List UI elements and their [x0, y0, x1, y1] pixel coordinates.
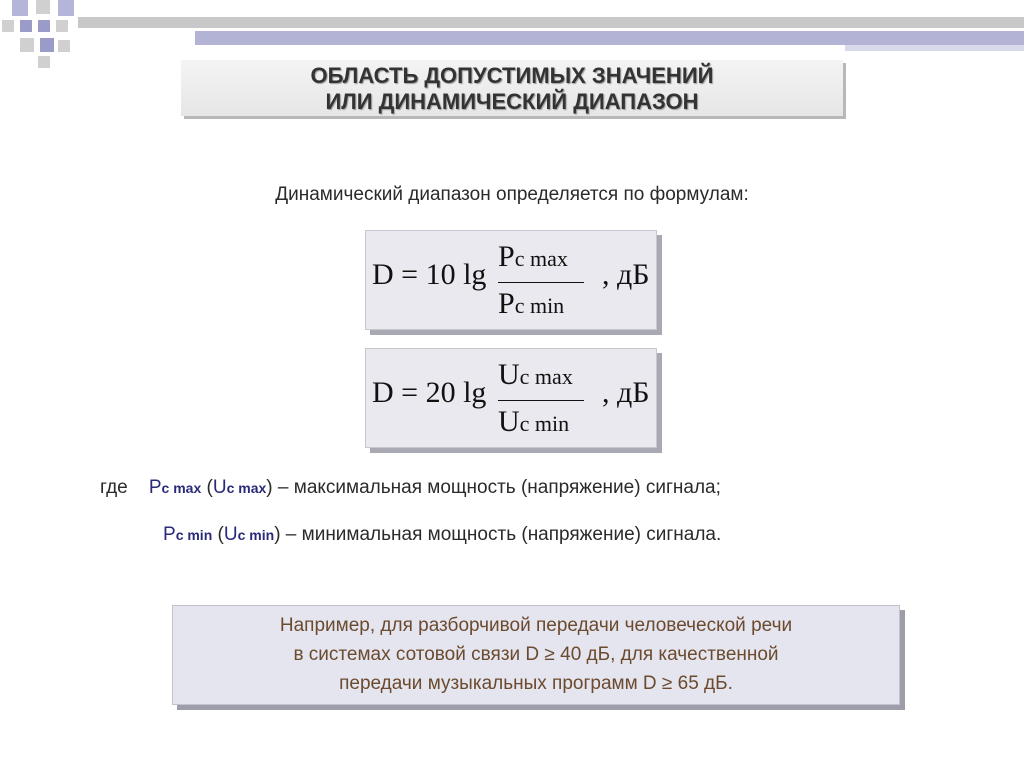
definition-row-min: Рc min (Uc min) – минимальная мощность (напряжение) сигнала. [163, 524, 722, 545]
formula-box-voltage [365, 348, 657, 448]
symbol-u-sub: c min [237, 527, 275, 543]
title-line-2: ИЛИ ДИНАМИЧЕСКИЙ ДИАПАЗОН [325, 89, 699, 114]
denominator-sub: c min [519, 411, 570, 436]
denominator-var: P [498, 287, 515, 320]
formula-numerator [498, 240, 568, 274]
fraction-bar [498, 400, 584, 401]
example-note-box [172, 605, 900, 705]
intro-text: Динамический диапазон определяется по формулам: [275, 184, 749, 205]
deco-square [40, 38, 54, 52]
symbol-u: U [223, 524, 238, 545]
formula-lhs: D = 10 lg [372, 258, 487, 291]
note-line-3: передачи музыкальных программ D ≥ 65 дБ. [339, 673, 733, 694]
definition-text: – минимальная мощность (напряжение) сигнала. [285, 524, 722, 545]
note-line-1: Например, для разборчивой передачи человеческой речи [279, 615, 793, 636]
deco-square [58, 40, 70, 52]
formula-fraction [494, 237, 588, 325]
deco-square [2, 20, 14, 32]
deco-bar-purple [195, 31, 1024, 45]
symbol-p-sub: c max [161, 480, 202, 496]
formula-unit: , дБ [602, 376, 650, 409]
symbol-u: U [212, 477, 227, 498]
title-box [181, 60, 843, 116]
formula-lhs: D = 20 lg [372, 376, 487, 409]
formula-denominator [498, 287, 564, 321]
note-line-2: в системах сотовой связи D ≥ 40 дБ, для качественной [293, 644, 779, 665]
where-label: где [100, 477, 128, 498]
deco-square [20, 38, 34, 52]
formula-numerator [498, 358, 573, 392]
deco-square [56, 20, 68, 32]
denominator-sub: c min [514, 293, 565, 318]
numerator-sub: c max [519, 364, 573, 389]
deco-square [38, 20, 50, 32]
deco-bar-grey [78, 17, 1024, 28]
symbol-p: Р [148, 477, 162, 498]
formula-box-power [365, 230, 657, 330]
definition-text: – максимальная мощность (напряжение) сигнала; [277, 477, 721, 498]
deco-square [12, 0, 28, 16]
numerator-var: P [498, 240, 515, 273]
symbol-u-sub: c max [226, 480, 267, 496]
symbol-p-sub: c min [175, 527, 213, 543]
formula-fraction [494, 355, 588, 443]
deco-square [20, 20, 32, 32]
title-line-1: ОБЛАСТЬ ДОПУСТИМЫХ ЗНАЧЕНИЙ [310, 63, 714, 88]
deco-square [58, 0, 74, 16]
numerator-var: U [498, 358, 520, 391]
formula-denominator [498, 405, 569, 439]
formula-unit: , дБ [602, 258, 650, 291]
deco-square [38, 56, 50, 68]
deco-square [36, 0, 50, 14]
deco-bar-light [845, 45, 1024, 51]
fraction-bar [498, 282, 584, 283]
denominator-var: U [498, 405, 520, 438]
numerator-sub: c max [514, 246, 568, 271]
symbol-p: Р [163, 524, 176, 545]
definition-row-max: где Рc max (Uc max) – максимальная мощность (напряжение) сигнала; [100, 477, 721, 498]
